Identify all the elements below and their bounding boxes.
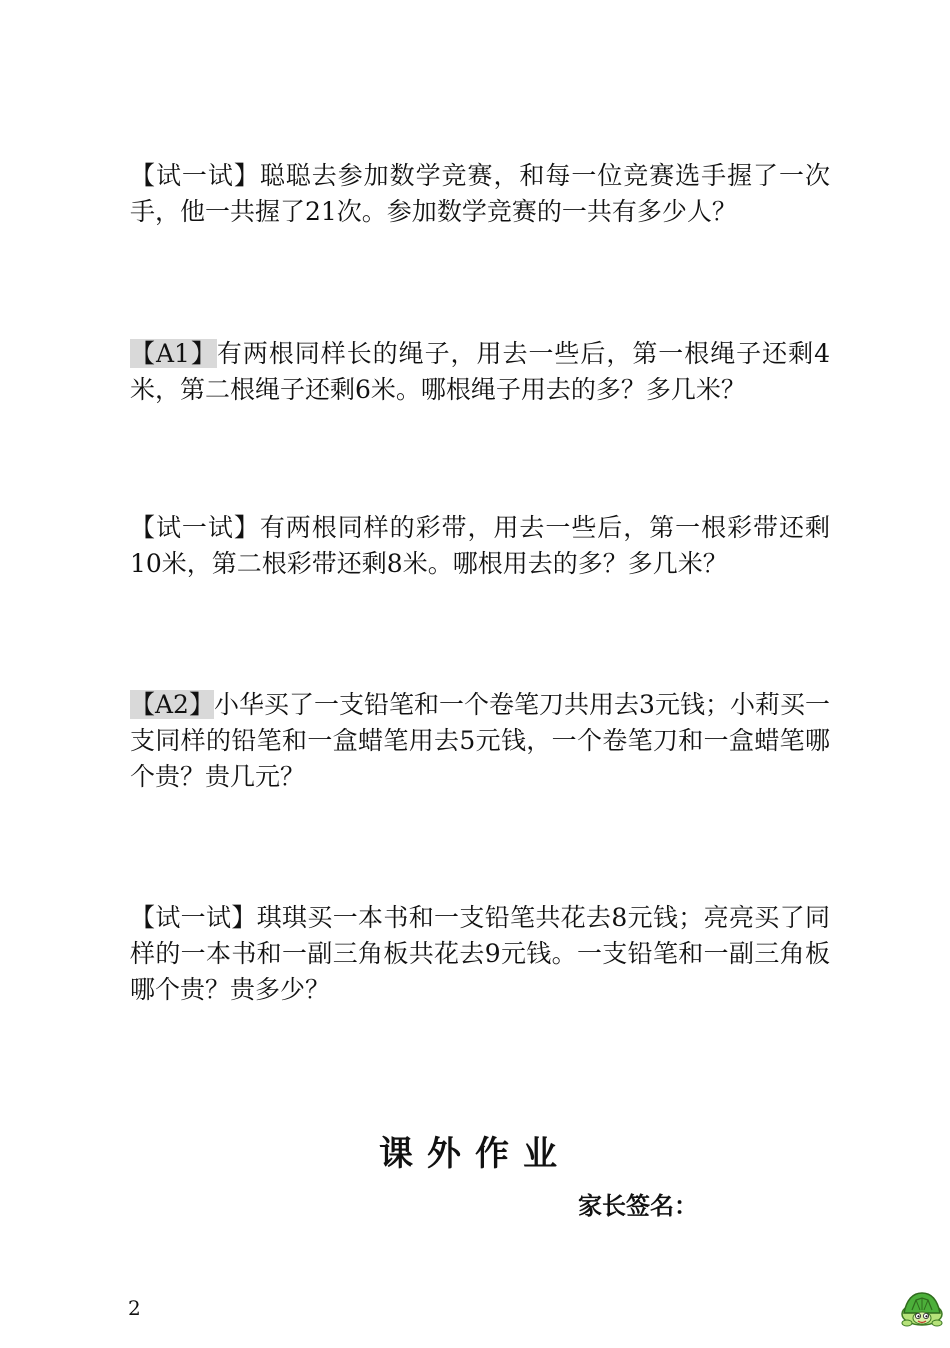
problem-tag: 【试一试】 xyxy=(130,513,260,542)
page-number: 2 xyxy=(128,1296,141,1320)
problem-5 xyxy=(130,900,830,1008)
problem-4 xyxy=(130,687,830,795)
parent-signature-label: 家长签名： xyxy=(578,1192,698,1220)
problem-text: 有两根同样的彩带，用去一些后，第一根彩带还剩10米，第二根彩带还剩8米。哪根用去的多？多几米？ xyxy=(130,513,830,578)
problem-text: 小华买了一支铅笔和一个卷笔刀共用去3元钱；小莉买一支同样的铅笔和一盒蜡笔用去5元钱，一个卷笔刀和一盒蜡笔哪个贵？贵几元？ xyxy=(130,690,830,791)
homework-heading: 课外作业 xyxy=(379,1134,571,1174)
problem-tag: 【A1】 xyxy=(130,339,217,368)
problem-text: 有两根同样长的绳子，用去一些后，第一根绳子还剩4米，第二根绳子还剩6米。哪根绳子用去的多？多几米？ xyxy=(130,339,830,404)
problem-text: 琪琪买一本书和一支铅笔共花去8元钱；亮亮买了同样的一本书和一副三角板共花去9元钱。一支铅笔和一副三角板哪个贵？贵多少？ xyxy=(130,903,830,1004)
problem-tag: 【试一试】 xyxy=(130,161,260,190)
problem-tag: 【A2】 xyxy=(130,690,214,719)
problem-3 xyxy=(130,510,830,582)
problem-text: 聪聪去参加数学竞赛，和每一位竞赛选手握了一次手，他一共握了21次。参加数学竞赛的一共有多少人？ xyxy=(130,161,830,226)
problem-2 xyxy=(130,336,830,408)
turtle-icon xyxy=(898,1288,946,1330)
problem-1 xyxy=(130,158,830,230)
problem-tag: 【试一试】 xyxy=(130,903,257,932)
